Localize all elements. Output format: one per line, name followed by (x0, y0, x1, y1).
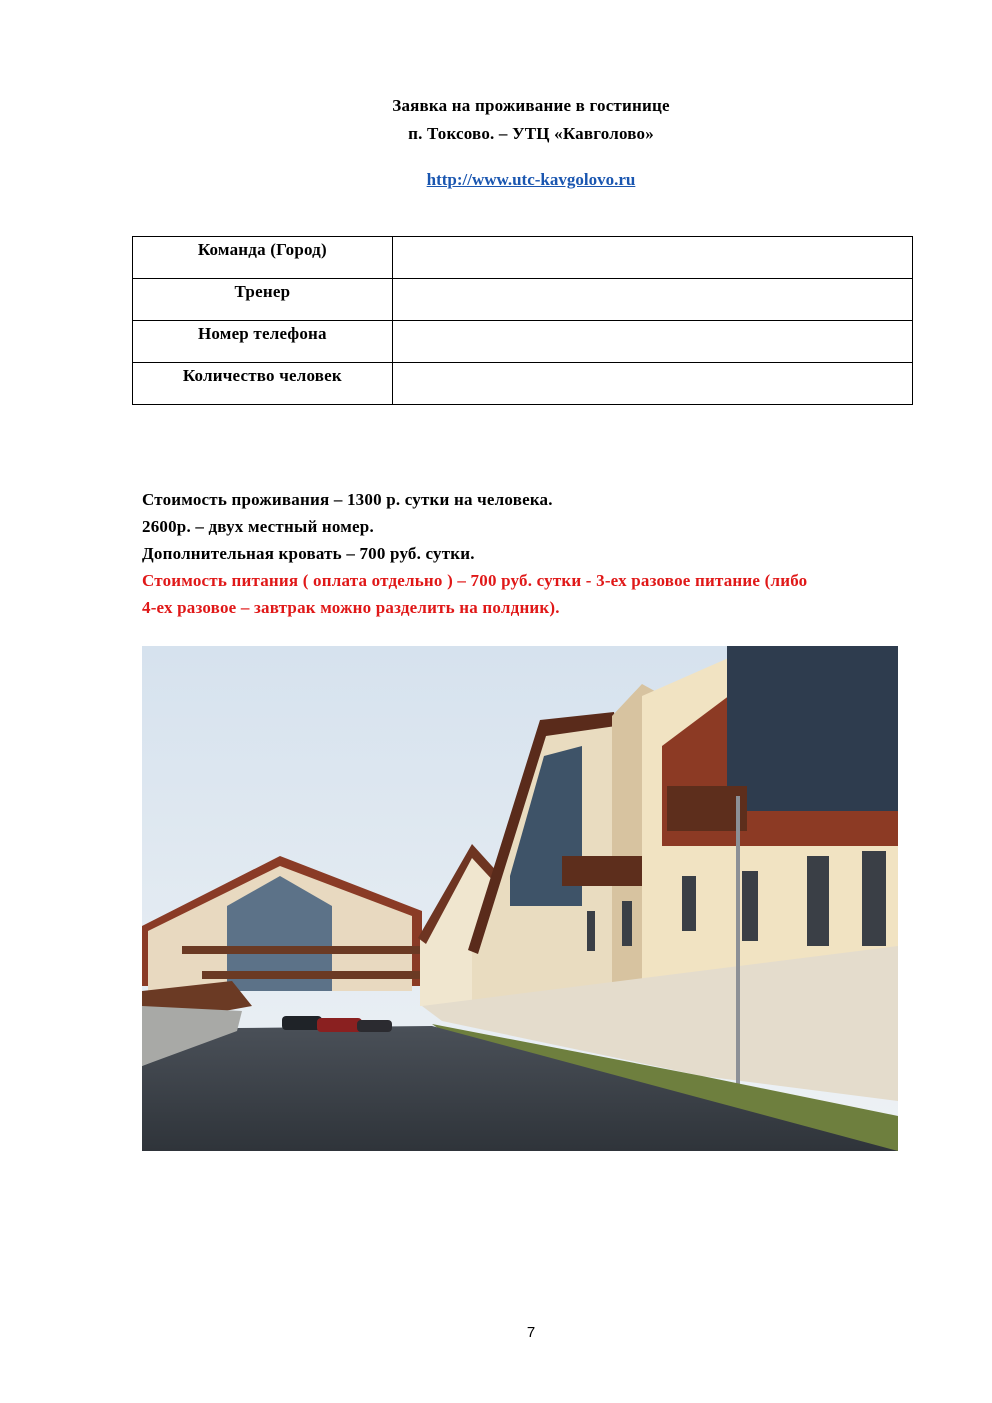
price-meals-line1: Стоимость питания ( оплата отдельно ) – 700 руб. сутки - 3-ех разовое питание (либо (142, 571, 808, 590)
row-value-people-count[interactable] (392, 363, 912, 405)
price-double-room: 2600р. – двух местный номер. (142, 517, 374, 536)
price-extra-bed: Дополнительная кровать – 700 руб. сутки. (142, 544, 475, 563)
table-row (133, 279, 913, 321)
row-label-team: Команда (Город) (133, 237, 393, 279)
table-row (133, 363, 913, 405)
row-label-coach: Тренер (133, 279, 393, 321)
page-number: 7 (526, 1324, 536, 1341)
table-row (133, 321, 913, 363)
page-title-line1: Заявка на проживание в гостинице (392, 96, 670, 115)
hotel-photo (142, 646, 898, 1151)
row-label-people-count: Количество человек (133, 363, 393, 405)
row-value-team[interactable] (392, 237, 912, 279)
price-accommodation: Стоимость проживания – 1300 р. сутки на человека. (142, 490, 553, 509)
website-link[interactable]: http://www.utc-kavgolovo.ru (426, 170, 636, 189)
row-value-coach[interactable] (392, 279, 912, 321)
price-meals-line2: 4-ех разовое – завтрак можно разделить на полдник). (142, 598, 560, 617)
row-label-phone: Номер телефона (133, 321, 393, 363)
table-row (133, 237, 913, 279)
row-value-phone[interactable] (392, 321, 912, 363)
page-title-line2: п. Токсово. – УТЦ «Кавголово» (408, 124, 654, 143)
application-form-table (132, 236, 913, 405)
